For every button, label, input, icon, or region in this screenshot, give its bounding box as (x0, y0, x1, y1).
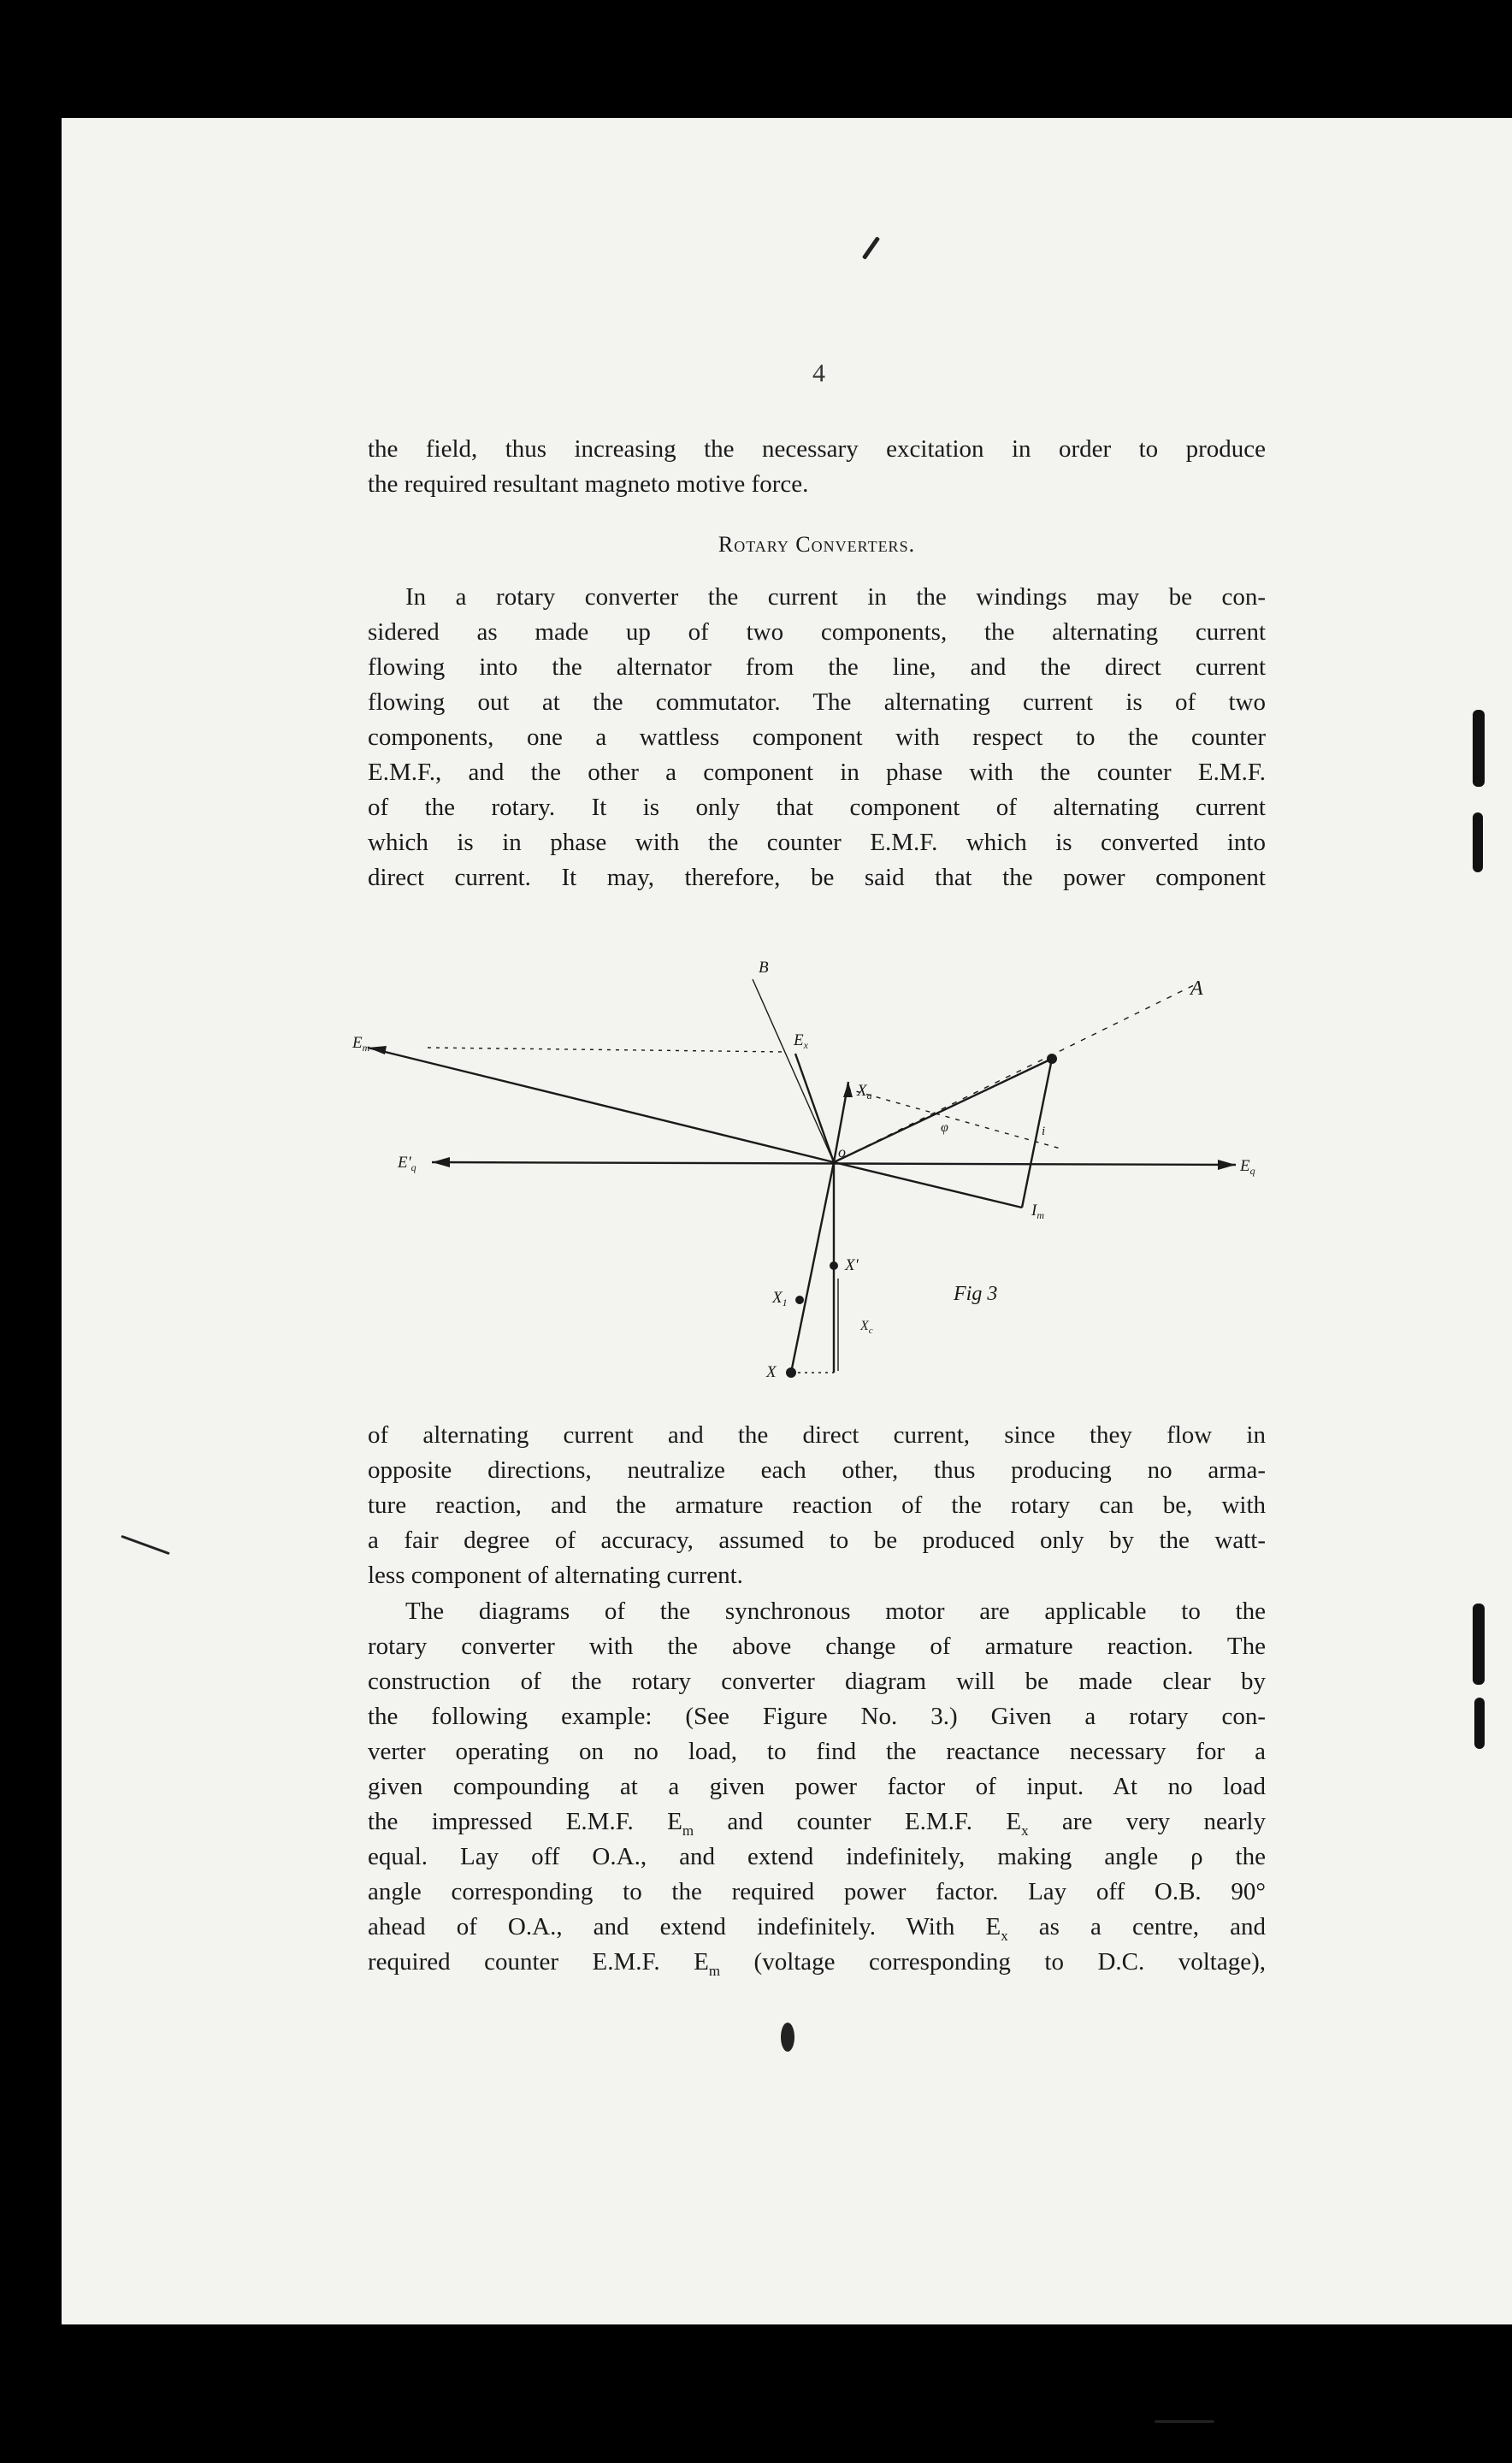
line-ex (795, 1054, 834, 1162)
label-x1: $X_1$ (772, 1289, 788, 1308)
arrowhead-em (368, 1046, 387, 1054)
line-em-guide (428, 1048, 787, 1052)
text-line: which is in phase with the counter E.M.F. which is converted into (368, 829, 1266, 856)
x1-dot (795, 1296, 804, 1304)
text-line: required counter E.M.F. $E_m$ (voltage corresponding to D.C. voltage), (368, 1948, 1267, 1979)
x-dot (786, 1367, 796, 1378)
text-line: direct current. It may, therefore, be said that the power component (368, 864, 1266, 891)
line-x (791, 1162, 834, 1373)
line-im (834, 1162, 1022, 1208)
ink-blot (781, 2023, 794, 2052)
paragraph-2 (368, 1418, 1266, 1593)
x-prime-dot (830, 1261, 838, 1270)
paragraph-3 (368, 1594, 1266, 1980)
text-line: construction of the rotary converter diagram will be made clear by (368, 1668, 1266, 1695)
text-line: flowing out at the commutator. The alternating current is of two (368, 688, 1266, 716)
label-i: i (1042, 1125, 1046, 1138)
section-heading: Rotary Converters. (718, 532, 916, 557)
label-xa: $X_a$ (857, 1082, 872, 1102)
label-eq-right: $E_q$ (1240, 1157, 1255, 1177)
label-eq-left: $E'_q$ (398, 1154, 416, 1173)
label-x: X (766, 1363, 777, 1381)
scan-speck (1155, 2420, 1214, 2423)
label-im: $I_m$ (1031, 1202, 1044, 1221)
scan-mark (1473, 812, 1483, 872)
text-line: In a rotary converter the current in the windings may be con- (405, 583, 1266, 611)
text-line: a fair degree of accuracy, assumed to be produced only by the watt- (368, 1527, 1266, 1554)
line-ob (753, 979, 834, 1162)
text-line: verter operating on no load, to find the reactance necessary for a (368, 1738, 1266, 1765)
line-em (368, 1048, 834, 1162)
text-line: the impressed E.M.F. $E_m$ and counter E.M.F. $E_x$ are very nearly (368, 1808, 1266, 1839)
arrowhead-xa (843, 1082, 853, 1097)
text-line: The diagrams of the synchronous motor are applicable to the (405, 1598, 1266, 1625)
label-a: A (1190, 978, 1203, 1000)
label-phi: φ (941, 1120, 948, 1135)
label-x-prime: X' (845, 1256, 859, 1274)
text-line: ture reaction, and the armature reaction of the rotary can be, with (368, 1491, 1266, 1519)
text-line: flowing into the alternator from the line, and the direct current (368, 653, 1266, 681)
text-line: the following example: (See Figure No. 3.) Given a rotary con- (368, 1703, 1266, 1730)
text-line: E.M.F., and the other a component in phase with the counter E.M.F. (368, 759, 1266, 786)
text-line: sidered as made up of two components, the alternating current (368, 618, 1266, 646)
label-ex: $E_x$ (794, 1031, 808, 1051)
text-line: angle corresponding to the required power factor. Lay off O.B. 90° (368, 1878, 1266, 1905)
arrowhead-eq-left (432, 1157, 450, 1167)
label-em: $E_m$ (352, 1034, 370, 1054)
line-to-vertex (834, 1059, 1052, 1162)
page-number: 4 (812, 359, 825, 387)
label-o: o (838, 1143, 846, 1161)
figure-caption: Fig 3 (954, 1283, 998, 1305)
text-line: of the rotary. It is only that component of alternating current (368, 794, 1266, 821)
text-line: given compounding at a given power factor of input. At no load (368, 1773, 1266, 1800)
text-line: of alternating current and the direct current, since they flow in (368, 1421, 1266, 1449)
text-line: ahead of O.A., and extend indefinitely. With $E_x$ as a centre, and (368, 1913, 1266, 1944)
phasor-diagram (342, 945, 1300, 1390)
text-line: the field, thus increasing the necessary excitation in order to produce (368, 435, 1266, 463)
scan-mark (1474, 1698, 1485, 1749)
text-line: components, one a wattless component with respect to the counter (368, 724, 1266, 751)
arrowhead-eq-right (1218, 1160, 1236, 1170)
scan-mark (1473, 710, 1485, 787)
line-i (1022, 1059, 1052, 1208)
intro-paragraph (368, 432, 1266, 502)
paragraph-1 (368, 580, 1266, 895)
label-b: B (759, 959, 769, 977)
text-line: rotary converter with the above change of armature reaction. The (368, 1633, 1266, 1660)
text-line: equal. Lay off O.A., and extend indefinitely, making angle ρ the (368, 1843, 1266, 1870)
text-line: opposite directions, neutralize each other, thus producing no arma- (368, 1456, 1266, 1484)
text-line: less component of alternating current. (368, 1562, 743, 1589)
scan-mark (1473, 1604, 1485, 1685)
vertex-dot (1047, 1054, 1057, 1064)
label-xc: $X_c$ (860, 1319, 873, 1336)
text-line: the required resultant magneto motive force. (368, 470, 809, 498)
